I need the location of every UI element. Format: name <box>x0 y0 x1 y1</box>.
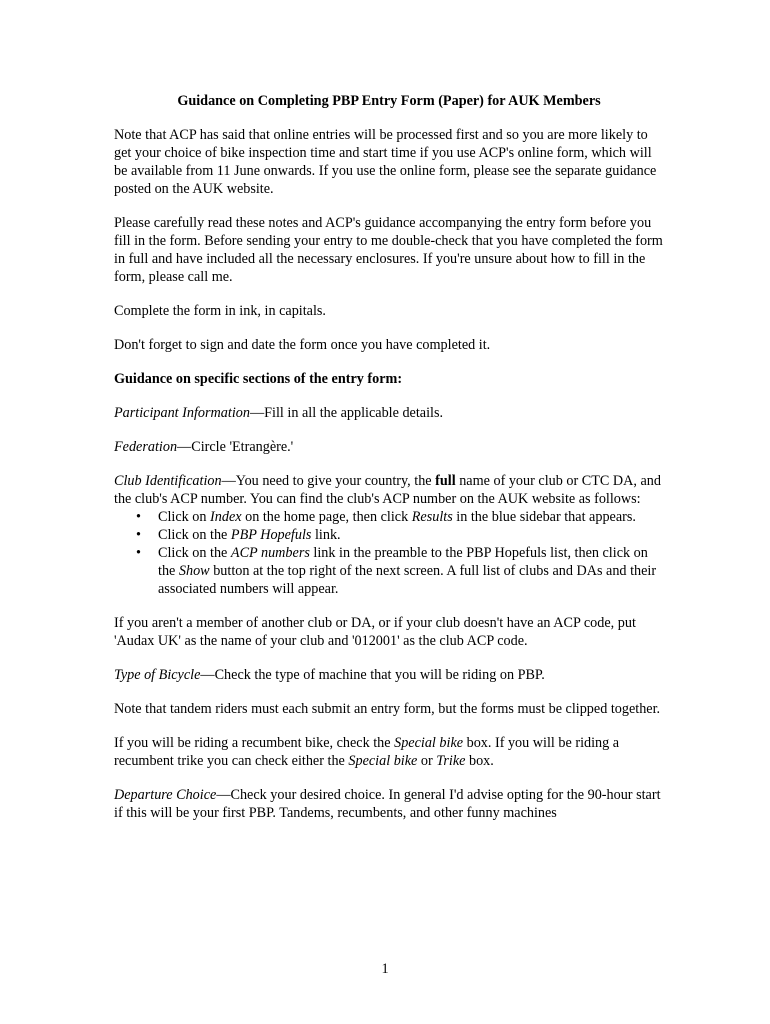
bullet-italic: PBP Hopefuls <box>230 527 312 543</box>
list-item <box>136 544 664 598</box>
federation-paragraph <box>114 438 664 456</box>
departure-label: Departure Choice <box>114 787 217 803</box>
bullet-text: link. <box>311 527 341 543</box>
intro-paragraph: Note that ACP has said that online entries will be processed first and so you are more likely to get your choice of bike inspection time and start time if you use ACP's online form, which will be available from 11 June onwards. If you use the online form, please see the separate guidance posted on the AUK website. <box>114 127 657 197</box>
club-text-1: —You need to give your country, the <box>221 473 436 489</box>
bullet-text: button at the top right of the next screen. A full list of clubs and DAs and their associated numbers will appear. <box>158 563 657 597</box>
club-paragraph <box>114 472 664 508</box>
club-text-2: name of your club or CTC DA, and the club's ACP number. You can find the club's ACP number on the AUK website as follows: <box>114 473 661 507</box>
participant-paragraph <box>114 404 664 422</box>
recumbent-text: box. <box>465 753 494 769</box>
bullet-italic: Results <box>411 509 453 525</box>
list-item <box>136 526 664 544</box>
recumbent-text: box. If you will be riding a recumbent trike you can check either the <box>114 735 620 769</box>
bullet-text: Click on the <box>158 527 231 543</box>
club-text-bold: full <box>435 473 456 489</box>
recumbent-italic: Special bike <box>348 753 418 769</box>
participant-label: Participant Information <box>114 405 250 421</box>
bullet-icon: • <box>136 545 141 561</box>
recumbent-italic: Special bike <box>394 735 464 751</box>
list-item <box>136 508 664 526</box>
bullet-italic: Show <box>178 563 210 579</box>
sign-date-paragraph: Don't forget to sign and date the form once you have completed it. <box>114 337 491 353</box>
recumbent-text: or <box>417 753 437 769</box>
page-number: 1 <box>381 961 389 977</box>
bullet-italic: ACP numbers <box>230 545 310 561</box>
document-title: Guidance on Completing PBP Entry Form (Paper) for AUK Members <box>177 93 601 109</box>
bullet-text: Click on the <box>158 545 231 561</box>
tandem-paragraph: Note that tandem riders must each submit an entry form, but the forms must be clipped together. <box>114 701 661 717</box>
bullet-text: on the home page, then click <box>241 509 412 525</box>
club-label: Club Identification <box>114 473 222 489</box>
departure-text: —Check your desired choice. In general I'd advise opting for the 90-hour start if this will be your first PBP. Tandems, recumbents, and other funny machines <box>114 787 661 821</box>
not-member-paragraph: If you aren't a member of another club or DA, or if your club doesn't have an ACP code, put 'Audax UK' as the name of your club and '012001' as the club ACP code. <box>114 615 636 649</box>
ink-capitals-paragraph: Complete the form in ink, in capitals. <box>114 303 326 319</box>
bullet-text: Click on <box>158 509 211 525</box>
recumbent-paragraph <box>114 734 664 770</box>
departure-paragraph <box>114 786 664 822</box>
club-steps-list <box>114 508 664 598</box>
participant-text: —Fill in all the applicable details. <box>249 405 444 421</box>
bullet-italic: Index <box>210 509 242 525</box>
bicycle-label: Type of Bicycle <box>114 667 201 683</box>
federation-text: —Circle 'Etrangère.' <box>177 439 294 455</box>
recumbent-italic: Trike <box>436 753 466 769</box>
bullet-text: in the blue sidebar that appears. <box>452 509 636 525</box>
recumbent-text: If you will be riding a recumbent bike, check the <box>114 735 395 751</box>
bicycle-paragraph <box>114 666 664 684</box>
bullet-text: link in the preamble to the PBP Hopefuls list, then click on the <box>158 545 648 579</box>
bicycle-text: —Check the type of machine that you will be riding on PBP. <box>200 667 545 683</box>
section-heading: Guidance on specific sections of the entry form: <box>114 371 403 387</box>
federation-label: Federation <box>114 439 178 455</box>
document-page <box>114 92 664 838</box>
bullet-icon: • <box>136 527 141 543</box>
read-notes-paragraph: Please carefully read these notes and ACP's guidance accompanying the entry form before you fill in the form. Before sending your entry to me double-check that you have completed the form in full and have included all the necessary enclosures. If you're unsure about how to fill in the form, please call me. <box>114 215 663 285</box>
bullet-icon: • <box>136 509 141 525</box>
